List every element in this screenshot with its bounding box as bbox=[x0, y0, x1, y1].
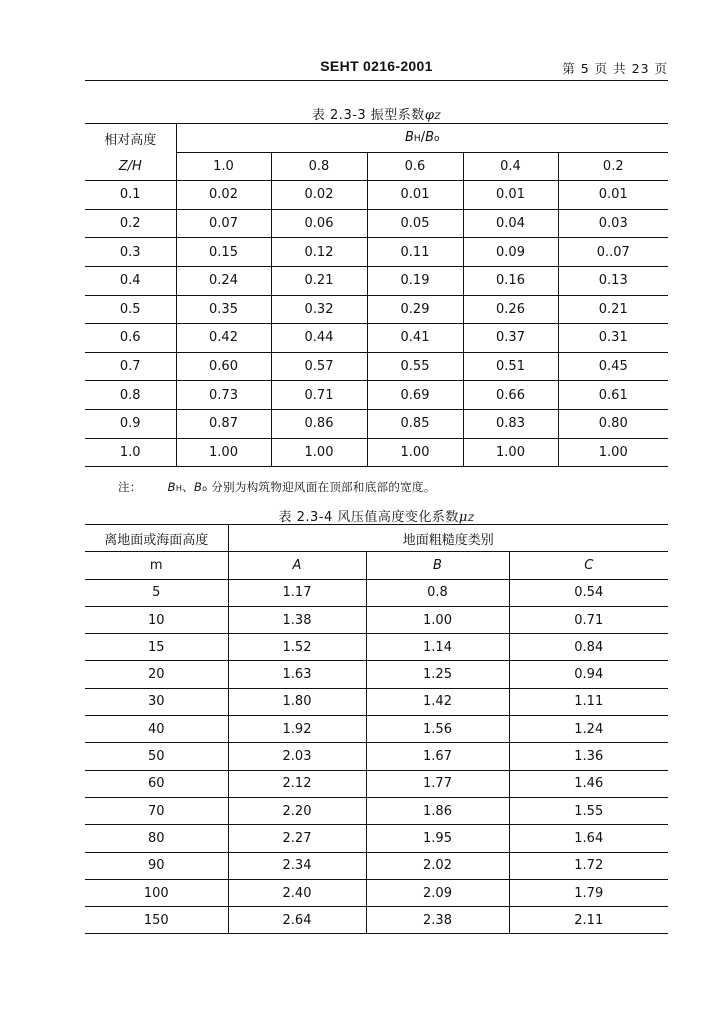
table-row bbox=[85, 879, 668, 906]
value-cell: 1.86 bbox=[366, 797, 509, 824]
table1-column-header: 0.4 bbox=[463, 152, 558, 181]
row-label-cell: 1.0 bbox=[85, 438, 176, 467]
value-cell: 1.11 bbox=[509, 688, 668, 715]
value-cell: 1.52 bbox=[228, 634, 366, 661]
value-cell: 2.64 bbox=[228, 907, 366, 934]
value-cell: 0.84 bbox=[509, 634, 668, 661]
value-cell: 0.35 bbox=[176, 295, 271, 324]
note-label: 注： bbox=[118, 480, 142, 494]
page-number: 第 5 页 共 23 页 bbox=[562, 61, 668, 76]
table-row bbox=[85, 324, 668, 353]
table2-row-header-label: 离地面或海面高度 bbox=[85, 525, 228, 552]
table1-caption-text: 表 2.3-3 振型系数 bbox=[311, 108, 425, 123]
table-row bbox=[85, 688, 668, 715]
row-label-cell: 0.1 bbox=[85, 181, 176, 210]
row-label-cell: 0.7 bbox=[85, 352, 176, 381]
row-label-cell: 50 bbox=[85, 743, 228, 770]
table1-column-header: 0.8 bbox=[271, 152, 367, 181]
wind-pressure-height-table bbox=[85, 524, 668, 934]
value-cell: 0.31 bbox=[558, 324, 668, 353]
value-cell: 1.00 bbox=[271, 438, 367, 467]
value-cell: 0.09 bbox=[463, 238, 558, 267]
value-cell: 2.40 bbox=[228, 879, 366, 906]
table1-column-header: 1.0 bbox=[176, 152, 271, 181]
row-label-cell: 0.2 bbox=[85, 209, 176, 238]
table2-caption-sub: Z bbox=[467, 514, 475, 524]
value-cell: 0.19 bbox=[367, 266, 463, 295]
value-cell: 1.72 bbox=[509, 852, 668, 879]
table-row bbox=[85, 579, 668, 606]
value-cell: 2.20 bbox=[228, 797, 366, 824]
table2-caption bbox=[85, 506, 668, 525]
value-cell: 0.01 bbox=[367, 181, 463, 210]
value-cell: 2.12 bbox=[228, 770, 366, 797]
value-cell: 1.64 bbox=[509, 825, 668, 852]
table-row bbox=[85, 266, 668, 295]
value-cell: 1.77 bbox=[366, 770, 509, 797]
value-cell: 1.95 bbox=[366, 825, 509, 852]
table2-header-row-1 bbox=[85, 525, 668, 552]
value-cell: 1.79 bbox=[509, 879, 668, 906]
table-row bbox=[85, 295, 668, 324]
value-cell: 1.63 bbox=[228, 661, 366, 688]
document-code: SEHT 0216-2001 bbox=[320, 58, 433, 74]
table-row bbox=[85, 634, 668, 661]
value-cell: 0.29 bbox=[367, 295, 463, 324]
row-label-cell: 30 bbox=[85, 688, 228, 715]
value-cell: 0.61 bbox=[558, 381, 668, 410]
value-cell: 0.06 bbox=[271, 209, 367, 238]
value-cell: 0.05 bbox=[367, 209, 463, 238]
table2-unit: m bbox=[85, 552, 228, 579]
value-cell: 0..07 bbox=[558, 238, 668, 267]
row-label-cell: 5 bbox=[85, 579, 228, 606]
value-cell: 2.02 bbox=[366, 852, 509, 879]
value-cell: 1.24 bbox=[509, 716, 668, 743]
table1-caption-symbol: φ bbox=[424, 108, 435, 123]
value-cell: 0.94 bbox=[509, 661, 668, 688]
table-row bbox=[85, 770, 668, 797]
value-cell: 0.85 bbox=[367, 409, 463, 438]
row-label-cell: 0.5 bbox=[85, 295, 176, 324]
row-label-cell: 10 bbox=[85, 606, 228, 633]
table1-column-group-header: BH/Bo bbox=[176, 124, 668, 153]
value-cell: 0.07 bbox=[176, 209, 271, 238]
value-cell: 0.71 bbox=[271, 381, 367, 410]
table-row bbox=[85, 661, 668, 688]
value-cell: 0.69 bbox=[367, 381, 463, 410]
value-cell: 0.01 bbox=[558, 181, 668, 210]
value-cell: 2.03 bbox=[228, 743, 366, 770]
value-cell: 0.45 bbox=[558, 352, 668, 381]
value-cell: 1.46 bbox=[509, 770, 668, 797]
value-cell: 0.73 bbox=[176, 381, 271, 410]
table-row bbox=[85, 743, 668, 770]
value-cell: 0.87 bbox=[176, 409, 271, 438]
value-cell: 0.24 bbox=[176, 266, 271, 295]
table2-header-row-2 bbox=[85, 552, 668, 579]
table-row bbox=[85, 409, 668, 438]
value-cell: 0.03 bbox=[558, 209, 668, 238]
value-cell: 0.15 bbox=[176, 238, 271, 267]
table-row bbox=[85, 716, 668, 743]
value-cell: 1.00 bbox=[463, 438, 558, 467]
value-cell: 0.60 bbox=[176, 352, 271, 381]
value-cell: 0.02 bbox=[176, 181, 271, 210]
table-row bbox=[85, 907, 668, 934]
value-cell: 0.21 bbox=[558, 295, 668, 324]
value-cell: 0.16 bbox=[463, 266, 558, 295]
vibration-mode-table bbox=[85, 123, 668, 467]
value-cell: 0.04 bbox=[463, 209, 558, 238]
table1-row-header-label: 相对高度 bbox=[85, 124, 176, 153]
table-row bbox=[85, 238, 668, 267]
value-cell: 0.11 bbox=[367, 238, 463, 267]
table-row bbox=[85, 438, 668, 467]
table2-column-header: A bbox=[228, 552, 366, 579]
table1-caption-sub: Z bbox=[434, 112, 442, 122]
table-row bbox=[85, 606, 668, 633]
value-cell: 0.13 bbox=[558, 266, 668, 295]
value-cell: 0.86 bbox=[271, 409, 367, 438]
value-cell: 1.00 bbox=[558, 438, 668, 467]
table2-column-header: B bbox=[366, 552, 509, 579]
value-cell: 1.14 bbox=[366, 634, 509, 661]
value-cell: 2.38 bbox=[366, 907, 509, 934]
value-cell: 0.41 bbox=[367, 324, 463, 353]
note-text: 分别为构筑物迎风面在顶部和底部的宽度。 bbox=[207, 480, 436, 494]
row-label-cell: 40 bbox=[85, 716, 228, 743]
value-cell: 0.66 bbox=[463, 381, 558, 410]
value-cell: 0.44 bbox=[271, 324, 367, 353]
value-cell: 0.8 bbox=[366, 579, 509, 606]
value-cell: 0.80 bbox=[558, 409, 668, 438]
row-label-cell: 80 bbox=[85, 825, 228, 852]
value-cell: 2.34 bbox=[228, 852, 366, 879]
value-cell: 0.12 bbox=[271, 238, 367, 267]
value-cell: 2.27 bbox=[228, 825, 366, 852]
value-cell: 1.56 bbox=[366, 716, 509, 743]
table-row bbox=[85, 181, 668, 210]
table2-caption-text: 表 2.3-4 风压值高度变化系数 bbox=[278, 510, 459, 525]
value-cell: 0.21 bbox=[271, 266, 367, 295]
value-cell: 1.55 bbox=[509, 797, 668, 824]
value-cell: 0.32 bbox=[271, 295, 367, 324]
row-label-cell: 0.9 bbox=[85, 409, 176, 438]
row-label-cell: 15 bbox=[85, 634, 228, 661]
value-cell: 1.92 bbox=[228, 716, 366, 743]
value-cell: 1.17 bbox=[228, 579, 366, 606]
row-label-cell: 0.3 bbox=[85, 238, 176, 267]
row-label-cell: 0.8 bbox=[85, 381, 176, 410]
value-cell: 1.00 bbox=[176, 438, 271, 467]
row-label-cell: 70 bbox=[85, 797, 228, 824]
value-cell: 0.51 bbox=[463, 352, 558, 381]
value-cell: 0.54 bbox=[509, 579, 668, 606]
table1-row-header-symbol: Z/H bbox=[85, 152, 176, 181]
table1-header-row-1 bbox=[85, 124, 668, 153]
table-row bbox=[85, 352, 668, 381]
value-cell: 0.02 bbox=[271, 181, 367, 210]
value-cell: 0.26 bbox=[463, 295, 558, 324]
value-cell: 1.67 bbox=[366, 743, 509, 770]
value-cell: 1.42 bbox=[366, 688, 509, 715]
value-cell: 0.37 bbox=[463, 324, 558, 353]
value-cell: 0.83 bbox=[463, 409, 558, 438]
row-label-cell: 20 bbox=[85, 661, 228, 688]
row-label-cell: 60 bbox=[85, 770, 228, 797]
table2-caption-symbol: μ bbox=[458, 510, 468, 525]
row-label-cell: 0.4 bbox=[85, 266, 176, 295]
table-row bbox=[85, 209, 668, 238]
table1-header-row-2 bbox=[85, 152, 668, 181]
table-row bbox=[85, 825, 668, 852]
table-row bbox=[85, 797, 668, 824]
table-row bbox=[85, 852, 668, 879]
value-cell: 2.11 bbox=[509, 907, 668, 934]
row-label-cell: 90 bbox=[85, 852, 228, 879]
value-cell: 0.42 bbox=[176, 324, 271, 353]
table1-caption bbox=[85, 104, 668, 123]
table1-column-header: 0.6 bbox=[367, 152, 463, 181]
row-label-cell: 150 bbox=[85, 907, 228, 934]
value-cell: 1.25 bbox=[366, 661, 509, 688]
value-cell: 0.55 bbox=[367, 352, 463, 381]
row-label-cell: 0.6 bbox=[85, 324, 176, 353]
value-cell: 0.01 bbox=[463, 181, 558, 210]
table2-column-header: C bbox=[509, 552, 668, 579]
table1-column-header: 0.2 bbox=[558, 152, 668, 181]
page-header bbox=[85, 54, 668, 81]
value-cell: 1.80 bbox=[228, 688, 366, 715]
table2-column-group-header: 地面粗糙度类别 bbox=[228, 525, 668, 552]
row-label-cell: 100 bbox=[85, 879, 228, 906]
value-cell: 0.71 bbox=[509, 606, 668, 633]
value-cell: 2.09 bbox=[366, 879, 509, 906]
table1-note: 注： BH、Bo 分别为构筑物迎风面在顶部和底部的宽度。 bbox=[118, 480, 436, 494]
table-row bbox=[85, 381, 668, 410]
value-cell: 1.00 bbox=[366, 606, 509, 633]
value-cell: 1.36 bbox=[509, 743, 668, 770]
value-cell: 0.57 bbox=[271, 352, 367, 381]
value-cell: 1.00 bbox=[367, 438, 463, 467]
value-cell: 1.38 bbox=[228, 606, 366, 633]
